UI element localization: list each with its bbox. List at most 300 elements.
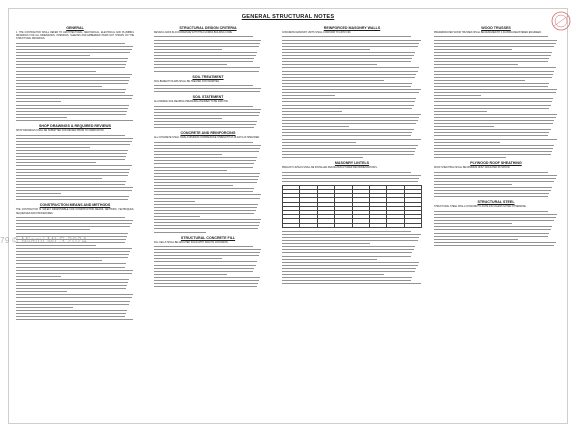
text-line xyxy=(16,46,133,47)
text-line xyxy=(16,178,102,179)
text-line xyxy=(16,190,132,191)
text-line xyxy=(16,233,128,234)
text-line xyxy=(16,114,126,115)
text-line xyxy=(434,135,548,136)
text-line xyxy=(434,132,549,133)
note-paragraph: PREFABRICATED WOOD TRUSSES SHALL BE DESIGNED BY A FLORIDA REGISTERED ENGINEER. xyxy=(434,32,542,34)
text-line xyxy=(154,49,222,50)
text-line xyxy=(282,237,419,238)
text-line xyxy=(434,36,548,37)
text-line xyxy=(16,144,130,145)
text-line xyxy=(16,175,128,176)
text-line xyxy=(16,86,102,87)
text-line xyxy=(282,178,419,179)
text-line xyxy=(16,52,130,53)
text-line xyxy=(154,106,253,107)
text-line xyxy=(282,61,411,62)
text-line xyxy=(282,280,411,281)
text-line xyxy=(154,85,253,86)
text-line xyxy=(282,283,421,284)
text-line xyxy=(16,58,128,59)
section-heading: CONCRETE AND REINFORCING xyxy=(180,131,236,136)
text-line xyxy=(282,265,418,266)
text-line xyxy=(154,194,261,195)
text-line xyxy=(282,95,335,96)
notes-column-3 xyxy=(282,26,422,422)
text-line xyxy=(434,108,549,109)
text-line xyxy=(16,187,133,188)
section-heading: SOIL TREATMENT xyxy=(192,74,224,79)
text-line xyxy=(154,232,206,233)
text-line xyxy=(434,236,548,237)
text-line xyxy=(154,115,259,116)
text-line xyxy=(154,268,254,269)
text-line xyxy=(154,246,253,247)
text-line xyxy=(16,307,73,308)
text-line xyxy=(16,49,132,50)
text-line xyxy=(434,46,554,47)
text-line xyxy=(154,255,259,256)
text-line xyxy=(282,142,356,143)
text-line xyxy=(16,159,125,160)
table-row xyxy=(283,223,422,227)
text-line xyxy=(154,36,253,37)
section-heading: SHOP DRAWINGS & REQUIRED REVIEWS xyxy=(38,124,112,129)
notes-column-1 xyxy=(16,26,134,422)
note-paragraph: ROOF SHEATHING SHALL BE MINIMUM 19/32" APA RATED PLYWOOD. xyxy=(434,167,511,170)
text-line xyxy=(16,162,96,163)
text-line xyxy=(16,245,96,246)
text-line xyxy=(154,154,222,155)
text-line xyxy=(434,64,518,65)
text-line xyxy=(434,123,553,124)
text-line xyxy=(154,109,261,110)
text-line xyxy=(16,184,125,185)
text-line xyxy=(282,108,412,109)
text-line xyxy=(154,280,259,281)
text-line xyxy=(154,40,261,41)
text-line xyxy=(154,201,195,202)
text-line xyxy=(282,86,411,87)
text-line xyxy=(282,105,414,106)
text-line xyxy=(154,112,260,113)
text-line xyxy=(154,148,260,149)
text-line xyxy=(434,86,548,87)
text-line xyxy=(282,148,416,149)
text-line xyxy=(16,67,125,68)
text-line xyxy=(16,304,129,305)
text-line xyxy=(434,95,481,96)
text-line xyxy=(154,61,253,62)
text-line xyxy=(154,210,256,211)
text-line xyxy=(16,319,133,320)
text-line xyxy=(434,239,518,240)
watermark-text: 79 © Miami MLS 2024 xyxy=(0,236,87,245)
text-line xyxy=(282,55,414,56)
text-line xyxy=(434,242,556,243)
text-line xyxy=(434,184,512,185)
text-line xyxy=(16,43,125,44)
text-line xyxy=(282,43,419,44)
text-line xyxy=(16,74,132,75)
text-line xyxy=(16,165,132,166)
text-line xyxy=(154,258,222,259)
text-line xyxy=(154,261,257,262)
text-line xyxy=(434,74,553,75)
text-line xyxy=(16,147,90,148)
notes-section xyxy=(434,161,558,197)
note-paragraph: SHOP DRAWINGS SHALL BE SUBMITTED FOR REVIEW PRIOR TO FABRICATION. xyxy=(16,130,105,133)
text-line xyxy=(154,118,222,119)
text-line xyxy=(154,160,256,161)
text-line xyxy=(16,105,129,106)
text-line xyxy=(16,263,126,264)
text-line xyxy=(282,83,412,84)
page-title: GENERAL STRUCTURAL NOTES xyxy=(241,14,335,20)
text-line xyxy=(282,139,421,140)
notes-section xyxy=(154,131,262,232)
text-line xyxy=(16,267,125,268)
section-heading: PLYWOOD ROOF SHEATHING xyxy=(470,161,522,166)
section-heading: GENERAL xyxy=(66,26,84,30)
notes-section xyxy=(434,200,558,246)
note-paragraph: FILL CELLS SHALL BE GROUTED SOLID WITH 3000 PSI CONCRETE. xyxy=(154,241,229,244)
notes-section xyxy=(154,75,262,93)
text-line xyxy=(434,40,557,41)
text-line xyxy=(154,64,227,65)
text-line xyxy=(434,196,548,197)
text-line xyxy=(154,219,261,220)
text-line xyxy=(282,74,416,75)
text-line xyxy=(154,176,259,177)
table-cell xyxy=(369,223,386,227)
text-line xyxy=(434,129,551,130)
text-line xyxy=(16,172,129,173)
lintel-schedule-table xyxy=(282,185,422,228)
text-line xyxy=(154,46,259,47)
text-line xyxy=(434,157,506,158)
text-line xyxy=(16,257,128,258)
text-line xyxy=(16,297,132,298)
text-line xyxy=(282,268,416,269)
table-cell xyxy=(404,223,421,227)
text-line xyxy=(434,71,554,72)
text-line xyxy=(282,252,412,253)
text-line xyxy=(434,77,552,78)
text-line xyxy=(154,216,200,217)
text-line xyxy=(282,58,412,59)
text-line xyxy=(434,181,554,182)
text-line xyxy=(434,83,549,84)
text-line xyxy=(434,80,525,81)
text-line xyxy=(282,36,411,37)
text-line xyxy=(282,246,415,247)
text-line xyxy=(282,123,416,124)
text-line xyxy=(16,223,132,224)
text-line xyxy=(434,214,557,215)
text-line xyxy=(282,175,421,176)
text-line xyxy=(154,271,253,272)
notes-section xyxy=(282,161,422,182)
text-line xyxy=(154,142,253,143)
text-line xyxy=(16,285,127,286)
text-line xyxy=(16,313,126,314)
text-line xyxy=(16,248,132,249)
text-line xyxy=(154,52,257,53)
text-line xyxy=(154,151,259,152)
text-line xyxy=(282,249,414,250)
text-line xyxy=(282,117,419,118)
text-line xyxy=(16,254,129,255)
text-line xyxy=(154,145,261,146)
text-line xyxy=(154,207,257,208)
text-line xyxy=(434,98,553,99)
text-line xyxy=(154,55,256,56)
text-line xyxy=(282,64,377,65)
text-line xyxy=(434,154,551,155)
text-line xyxy=(282,172,411,173)
text-line xyxy=(282,277,412,278)
text-line xyxy=(434,67,556,68)
note-paragraph: STRUCTURAL STEEL SHALL CONFORM TO ASTM A36 UNLESS NOTED OTHERWISE. xyxy=(434,206,527,209)
text-line xyxy=(16,199,128,200)
notes-section xyxy=(154,236,262,288)
text-line xyxy=(16,276,61,277)
text-line xyxy=(16,150,128,151)
table-cell xyxy=(300,223,317,227)
text-line xyxy=(154,88,261,89)
text-line xyxy=(16,61,127,62)
note-paragraph: DESIGN LOADS IN ACCORDANCE WITH THE FLORIDA BUILDING CODE. xyxy=(154,32,233,34)
text-line xyxy=(154,58,254,59)
text-line xyxy=(434,101,552,102)
text-line xyxy=(434,226,552,227)
text-line xyxy=(16,226,130,227)
text-line xyxy=(16,279,129,280)
text-line xyxy=(434,111,487,112)
text-line xyxy=(282,154,414,155)
text-line xyxy=(16,80,129,81)
text-line xyxy=(434,49,512,50)
text-line xyxy=(282,49,370,50)
text-line xyxy=(16,220,133,221)
text-line xyxy=(154,170,227,171)
text-line xyxy=(434,145,554,146)
text-line xyxy=(154,188,254,189)
table-cell xyxy=(352,223,369,227)
section-heading: STRUCTURAL CONCRETE FILL xyxy=(180,235,236,240)
text-line xyxy=(434,148,553,149)
text-line xyxy=(154,191,253,192)
text-line xyxy=(434,245,554,246)
text-line xyxy=(16,138,133,139)
text-line xyxy=(434,217,556,218)
text-line xyxy=(434,114,557,115)
text-line xyxy=(16,77,130,78)
text-line xyxy=(154,67,260,68)
text-line xyxy=(434,142,500,143)
text-line xyxy=(16,141,132,142)
text-line xyxy=(282,262,419,263)
text-line xyxy=(16,101,61,102)
text-line xyxy=(434,175,557,176)
text-line xyxy=(282,243,370,244)
text-line xyxy=(16,217,125,218)
text-line xyxy=(434,223,512,224)
text-line xyxy=(282,234,421,235)
text-line xyxy=(16,251,130,252)
text-line xyxy=(282,80,384,81)
text-line xyxy=(434,172,548,173)
text-line xyxy=(282,120,418,121)
text-line xyxy=(282,114,421,115)
table-cell xyxy=(335,223,352,227)
section-heading: REINFORCED MASONRY WALLS xyxy=(323,26,381,30)
text-line xyxy=(282,40,421,41)
text-line xyxy=(282,77,415,78)
text-line xyxy=(154,173,260,174)
text-line xyxy=(282,67,419,68)
text-line xyxy=(282,132,412,133)
text-line xyxy=(16,108,128,109)
text-line xyxy=(282,256,411,257)
text-line xyxy=(282,240,418,241)
notes-section xyxy=(16,124,134,200)
text-line xyxy=(16,260,102,261)
section-heading: WOOD TRUSSES xyxy=(481,26,511,30)
text-line xyxy=(282,157,363,158)
text-line xyxy=(282,92,419,93)
note-paragraph: ALL CONCRETE SHALL HAVE A MINIMUM COMPRESSIVE STRENGTH AT 28 DAYS AS SPECIFIED. xyxy=(154,137,260,140)
section-heading: STRUCTURAL STEEL xyxy=(477,200,515,205)
text-line xyxy=(154,225,259,226)
text-line xyxy=(154,228,258,229)
text-line xyxy=(16,270,133,271)
text-line xyxy=(16,98,132,99)
text-line xyxy=(154,249,261,250)
text-line xyxy=(282,89,421,90)
text-line xyxy=(282,259,377,260)
text-line xyxy=(154,265,256,266)
notes-section xyxy=(16,26,134,121)
text-line xyxy=(282,135,411,136)
text-line xyxy=(154,124,256,125)
text-line xyxy=(434,190,551,191)
text-line xyxy=(154,163,254,164)
text-line xyxy=(154,185,233,186)
text-line xyxy=(282,98,416,99)
text-line xyxy=(434,105,551,106)
text-line xyxy=(282,101,415,102)
text-line xyxy=(434,220,554,221)
text-line xyxy=(154,43,260,44)
text-line xyxy=(154,204,258,205)
text-line xyxy=(154,277,260,278)
section-heading: MASONRY LINTELS xyxy=(334,161,370,166)
section-heading: CONSTRUCTION MEANS AND METHODS xyxy=(39,203,111,208)
text-line xyxy=(16,89,126,90)
text-line xyxy=(434,151,552,152)
text-line xyxy=(154,213,254,214)
text-line xyxy=(154,91,260,92)
table-cell xyxy=(283,223,300,227)
text-line xyxy=(434,43,556,44)
text-line xyxy=(154,71,259,72)
text-line xyxy=(154,198,260,199)
text-line xyxy=(16,156,126,157)
notes-section xyxy=(434,26,558,158)
text-line xyxy=(154,182,257,183)
text-line xyxy=(434,193,549,194)
notes-section xyxy=(154,95,262,128)
text-line xyxy=(434,89,557,90)
text-line xyxy=(16,301,130,302)
text-line xyxy=(434,55,551,56)
text-line xyxy=(434,92,556,93)
text-line xyxy=(16,83,128,84)
text-line xyxy=(282,181,418,182)
text-line xyxy=(434,211,548,212)
text-line xyxy=(154,167,253,168)
text-line xyxy=(16,310,127,311)
text-line xyxy=(282,52,415,53)
text-line xyxy=(434,139,557,140)
text-line xyxy=(434,233,549,234)
note-paragraph: ALLOWABLE SOIL BEARING PRESSURE ASSUMED TO BE 2000 PSF. xyxy=(154,101,229,104)
notes-section xyxy=(282,231,422,285)
text-line xyxy=(282,46,418,47)
text-line xyxy=(16,71,96,72)
text-line xyxy=(16,64,126,65)
text-line xyxy=(16,181,126,182)
text-line xyxy=(434,120,554,121)
text-line xyxy=(154,157,257,158)
notes-section xyxy=(154,26,262,72)
text-line xyxy=(434,58,549,59)
text-line xyxy=(16,153,127,154)
text-line xyxy=(16,193,61,194)
text-line xyxy=(434,52,552,53)
text-line xyxy=(16,111,127,112)
text-line xyxy=(154,127,254,128)
text-line xyxy=(154,121,257,122)
text-line xyxy=(16,273,132,274)
note-paragraph: PRECAST LINTELS SHALL BE INSTALLED PER MANUFACTURER RECOMMENDATIONS. xyxy=(282,167,378,170)
text-line xyxy=(154,286,257,287)
text-line xyxy=(16,120,133,121)
text-line xyxy=(154,222,260,223)
text-line xyxy=(434,187,552,188)
text-line xyxy=(16,169,130,170)
note-paragraph: THE CONTRACTOR IS SOLELY RESPONSIBLE FOR CONSTRUCTION MEANS, METHODS, TECHNIQUES, SEQUENCES AND PROCEDURES. xyxy=(16,209,134,215)
text-line xyxy=(434,117,556,118)
note-paragraph: CONCRETE MASONRY UNITS SHALL CONFORM TO ASTM C90. xyxy=(282,32,352,34)
notes-section xyxy=(282,26,422,158)
text-line xyxy=(154,274,227,275)
text-line xyxy=(282,111,342,112)
text-line xyxy=(16,294,133,295)
text-line xyxy=(282,129,414,130)
text-line xyxy=(282,271,415,272)
text-line xyxy=(434,229,551,230)
text-line xyxy=(282,126,349,127)
text-line xyxy=(282,151,415,152)
text-line xyxy=(16,117,67,118)
table-cell xyxy=(387,223,404,227)
text-line xyxy=(282,71,418,72)
notes-column-4 xyxy=(434,26,558,422)
text-line xyxy=(16,229,90,230)
